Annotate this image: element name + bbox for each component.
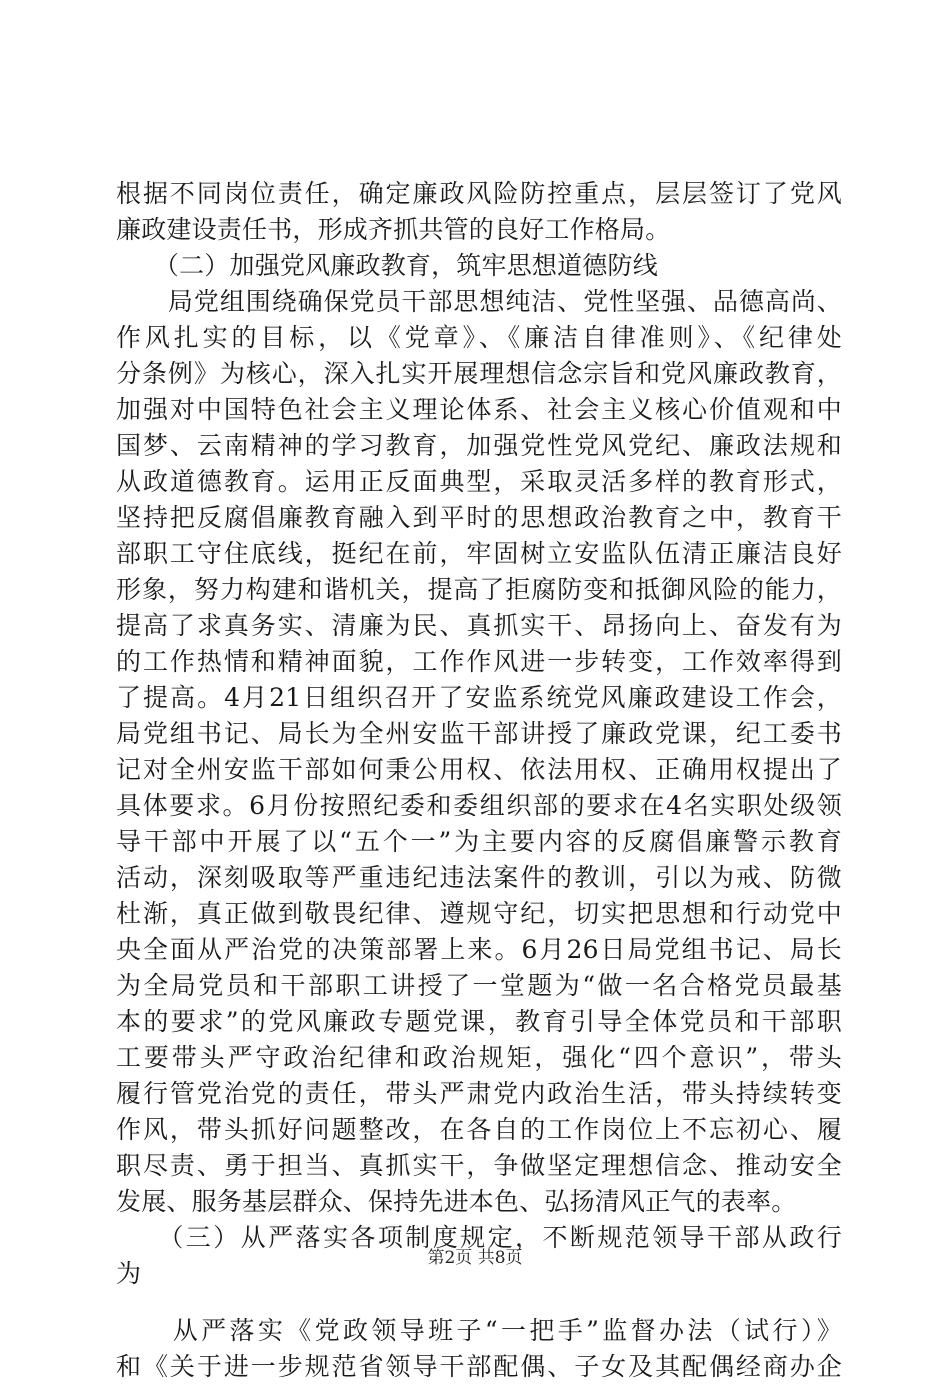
text-line: 分条例》为核心，深入扎实开展理想信念宗旨和党风廉政教育，: [116, 359, 842, 388]
text-line: 局党组围绕确保党员干部思想纯洁、党性坚强、品德高尚、: [116, 287, 842, 316]
text-line: 作风，带头抓好问题整改，在各自的工作岗位上不忘初心、履: [116, 1115, 842, 1144]
text-line: 履行管党治党的责任，带头严肃党内政治生活，带头持续转变: [116, 1079, 842, 1108]
text-line: 从严落实《党政领导班子“一把手”监督办法（试行）》: [116, 1316, 842, 1345]
section-heading-continuation: 为: [116, 1259, 142, 1288]
text-line: 记对全州安监干部如何秉公用权、依法用权、正确用权提出了: [116, 755, 842, 784]
text-line: 形象，努力构建和谐机关，提高了拒腐防变和抵御风险的能力，: [116, 575, 842, 604]
text-line: 本的要求”的党风廉政专题党课，教育引导全体党员和干部职: [116, 1007, 842, 1036]
text-line: 作风扎实的目标，以《党章》、《廉洁自律准则》、《纪律处: [116, 323, 842, 352]
section-heading: （三）从严落实各项制度规定，不断规范领导干部从政行: [116, 1223, 842, 1252]
text-line: 职尽责、勇于担当、真抓实干，争做坚定理想信念、推动安全: [116, 1151, 842, 1180]
text-line: 导干部中开展了以“五个一”为主要内容的反腐倡廉警示教育: [116, 827, 842, 856]
text-line: 央全面从严治党的决策部署上来。6月26日局党组书记、局长: [116, 935, 842, 964]
text-line: 工要带头严守政治纪律和政治规矩，强化“四个意识”，带头: [116, 1043, 842, 1072]
text-line: 了提高。4月21日组织召开了安监系统党风廉政建设工作会，: [116, 683, 842, 712]
document-body: [116, 176, 842, 1385]
text-line: 廉政建设责任书，形成齐抓共管的良好工作格局。: [116, 215, 671, 244]
text-line: 局党组书记、局长为全州安监干部讲授了廉政党课，纪工委书: [116, 719, 842, 748]
section-heading: （二）加强党风廉政教育，筑牢思想道德防线: [116, 251, 658, 280]
text-line: 为全局党员和干部职工讲授了一堂题为“做一名合格党员最基: [116, 971, 842, 1000]
page-number: 第2页 共8页: [427, 1248, 523, 1268]
text-line: 坚持把反腐倡廉教育融入到平时的思想政治教育之中，教育干: [116, 503, 842, 532]
text-line: 从政道德教育。运用正反面典型，采取灵活多样的教育形式，: [116, 467, 842, 496]
text-line: 和《关于进一步规范省领导干部配偶、子女及其配偶经商办企: [116, 1352, 842, 1381]
text-line: 杜渐，真正做到敬畏纪律、遵规守纪，切实把思想和行动党中: [116, 899, 842, 928]
text-line: 活动，深刻吸取等严重违纪违法案件的教训，引以为戒、防微: [116, 863, 842, 892]
text-line: 根据不同岗位责任，确定廉政风险防控重点，层层签订了党风: [116, 179, 842, 208]
text-line: 提高了求真务实、清廉为民、真抓实干、昂扬向上、奋发有为: [116, 611, 842, 640]
text-line: 具体要求。6月份按照纪委和委组织部的要求在4名实职处级领: [116, 791, 842, 820]
text-line: 加强对中国特色社会主义理论体系、社会主义核心价值观和中: [116, 395, 842, 424]
text-line: 国梦、云南精神的学习教育，加强党性党风党纪、廉政法规和: [116, 431, 842, 460]
text-line: 部职工守住底线，挺纪在前，牢固树立安监队伍清正廉洁良好: [116, 539, 842, 568]
text-line: 发展、服务基层群众、保持先进本色、弘扬清风正气的表率。: [116, 1187, 797, 1216]
text-line: 的工作热情和精神面貌，工作作风进一步转变，工作效率得到: [116, 647, 842, 676]
